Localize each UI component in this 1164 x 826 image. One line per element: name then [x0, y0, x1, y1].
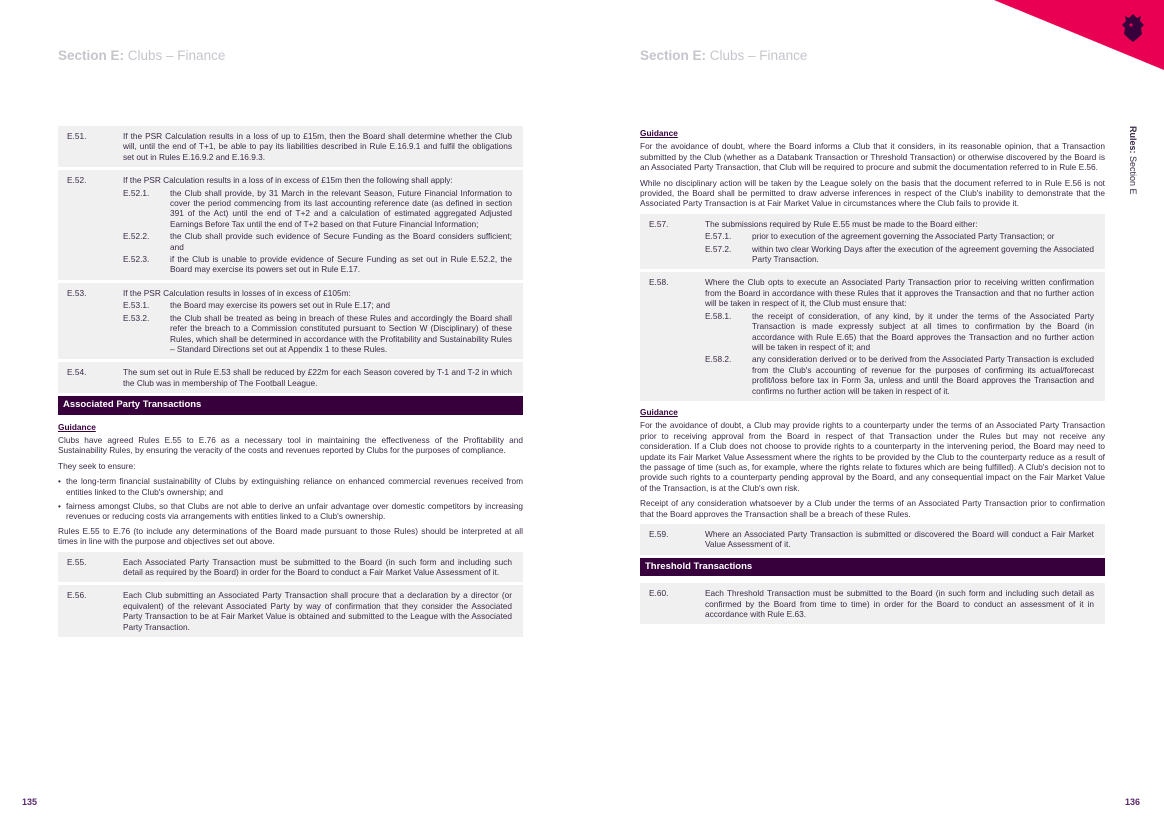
page-number-left: 135 — [22, 797, 38, 807]
rule-text: If the PSR Calculation results in a loss of up to £15m, then the Board shall determine whether the Club will, until the end of T+1, be able to pay its liabilities described in Rule E.16.9.1 and fulfil the obligations set out in Rules E.16.9.2 and E.16.9.3. — [123, 131, 512, 162]
rule-text: The submissions required by Rule E.55 must be made to the Board either: — [705, 218, 978, 229]
rule-number: E.59. — [649, 529, 669, 539]
sub-rule-item — [705, 311, 1094, 353]
guidance-paragraph: Receipt of any consideration whatsoever by a Club under the terms of an Associated Party Transaction prior to confirmation that the Board approves the Transaction shall be a breach of these Rules. — [640, 498, 1105, 519]
rule-text: If the PSR Calculation results in losses of in excess of £105m: — [123, 287, 351, 298]
guidance-paragraph: They seek to ensure: — [58, 460, 136, 471]
rule-item — [649, 529, 1094, 550]
sub-rule-text: prior to execution of the agreement governing the Associated Party Transaction; or — [752, 231, 1055, 242]
bullet-item — [58, 501, 523, 522]
side-tab-rest: Section E — [1128, 156, 1138, 195]
rule-text: The sum set out in Rule E.53 shall be reduced by £22m for each Season covered by T-1 and T-2 in which the Club was in membership of The Football League. — [123, 367, 512, 388]
sub-rule-number: E.57.2. — [705, 243, 732, 254]
sub-rule-text: any consideration derived or to be derived from the Associated Party Transaction is excluded from the Club's accounting of revenue for the purposes of confirming its actual/forecast profit/loss before tax in Form 3a, unless and until the Board approves the Transaction and confirms no further action will be taken in respect of it. — [752, 354, 1094, 396]
rule-number: E.54. — [67, 367, 87, 378]
rule-box — [640, 524, 1105, 555]
guidance-paragraph: For the avoidance of doubt, a Club may provide rights to a counterparty under the terms of an Associated Party Transaction prior to receiving approval from the Board in respect of that Transaction under the Rules but may not receive any consideration. If a Club does not choose to provide rights to a counterparty in the intervening period, the Board may need to update its Fair Market Value Assessment where the rights to be provided by the Club to the counterparty reduce as a result of the passage of time (such as, for example, where the rights relate to fixtures which are being fulfilled). A Club's decision not to provide such rights to a counterparty pending approval by the Board, and any consequential impact on the Fair Market Value of the Transaction, is at the Club's own risk. — [640, 420, 1105, 493]
rule-number: E.55. — [67, 556, 87, 567]
sub-rule-item — [123, 313, 512, 355]
rule-text: If the PSR Calculation results in a loss of in excess of £15m then the following shall apply: — [123, 175, 453, 186]
rule-number: E.58. — [649, 277, 669, 288]
sub-rule-text: the Board may exercise its powers set out in Rule E.17; and — [170, 300, 390, 311]
guidance-heading: Guidance — [640, 406, 678, 417]
rule-box — [640, 583, 1105, 624]
rules-group — [640, 524, 1105, 555]
rule-number: E.60. — [649, 588, 669, 599]
guidance-paragraph: For the avoidance of doubt, where the Board informs a Club that it considers, in its reasonable opinion, that a Transaction submitted by the Club (whether as a Databank Transaction or Threshold Transaction) or otherwise discovered by the Board is an Associated Party Transaction, that Club will be required to procure and submit the documentation referred to in Rule E.56. — [640, 141, 1105, 173]
sub-rule-number: E.52.2. — [123, 231, 150, 242]
rule-body — [123, 131, 512, 162]
rule-item — [67, 131, 512, 162]
section-name: Clubs – Finance — [709, 48, 808, 63]
section-title-bar: Threshold Transactions — [640, 558, 1105, 576]
right-page-content — [640, 126, 1105, 627]
rule-text: Each Associated Party Transaction must be submitted to the Board (in such form and including such detail as required by the Board) in order for the Board to conduct a Fair Market Value Assessment of it. — [123, 556, 512, 577]
sub-rule-item — [705, 354, 1094, 396]
sub-rule-number: E.53.1. — [123, 300, 150, 311]
lion-crest-icon — [1120, 12, 1146, 44]
sub-rule-number: E.58.1. — [705, 310, 732, 321]
sub-rule-number: E.52.1. — [123, 187, 150, 198]
section-title-bar: Associated Party Transactions — [58, 396, 523, 414]
rule-number: E.56. — [67, 590, 87, 601]
rule-item — [67, 590, 512, 632]
guidance-heading: Guidance — [640, 128, 678, 138]
rule-box — [58, 126, 523, 167]
side-tab — [1128, 126, 1138, 195]
rule-item — [67, 557, 512, 578]
rule-box — [640, 272, 1105, 400]
bullet-text: fairness amongst Clubs, so that Clubs are not able to derive an unfair advantage over domestic competitors by increasing revenues or reducing costs via arrangements with entities linked to a Club's ownership. — [66, 500, 523, 522]
rule-item — [67, 288, 512, 354]
rule-number: E.52. — [67, 175, 87, 186]
section-label: Section E: — [58, 48, 125, 63]
rule-body — [705, 277, 1094, 395]
rule-number: E.51. — [67, 131, 87, 141]
guidance-paragraph: Rules E.55 to E.76 (to include any determinations of the Board made pursuant to those Rules) should be interpreted at all times in line with the purpose and objectives set out above. — [58, 525, 523, 547]
rules-group — [640, 214, 1105, 401]
guidance-paragraph: While no disciplinary action will be taken by the League solely on the basis that the document referred to in Rule E.56 is not provided, the Board shall be permitted to draw adverse inferences in respect of the Club's inability to demonstrate that the Associated Party Transaction is at Fair Market Value in circumstances where the Club fails to provide it. — [640, 177, 1105, 209]
page-header-left — [58, 48, 225, 63]
sub-rule-text: within two clear Working Days after the execution of the agreement governing the Associated Party Transaction. — [752, 243, 1094, 265]
page-number-right: 136 — [1125, 797, 1141, 807]
section-label: Section E: — [640, 48, 707, 63]
rule-body — [705, 529, 1094, 550]
rules-group — [58, 552, 523, 637]
rule-body — [123, 288, 512, 354]
rule-box — [58, 552, 523, 583]
sub-rule-number: E.58.2. — [705, 354, 732, 365]
rule-item — [67, 367, 512, 388]
rule-box — [58, 362, 523, 393]
sub-rule-item — [705, 244, 1094, 265]
left-page-content — [58, 126, 523, 640]
rule-box — [640, 214, 1105, 270]
rule-text: Each Club submitting an Associated Party Transaction shall procure that a declaration by a director (or equivalent) of the relevant Associated Party by way of confirmation that they consider the Associated Party Transaction to be at Fair Market Value is obtained and submitted to the League with the Associated Party Transaction. — [123, 590, 512, 632]
section-name: Clubs – Finance — [127, 48, 226, 63]
sub-rule-text: the Club shall be treated as being in breach of these Rules and accordingly the Board shall refer the breach to a Commission constituted pursuant to Section W (Disciplinary) of these Rules, which shall be determined in accordance with the Profitability and Sustainability Rules – Standard Directions set out at Appendix 1 to these Rules. — [170, 312, 512, 354]
rule-item — [649, 588, 1094, 619]
page-header-right — [640, 48, 807, 63]
sub-rule-number: E.53.2. — [123, 312, 150, 323]
rule-box — [58, 283, 523, 359]
rule-item — [649, 219, 1094, 265]
rule-text: Where an Associated Party Transaction is submitted or discovered the Board will conduct a Fair Market Value Assessment of it. — [705, 529, 1094, 550]
rules-group — [58, 126, 523, 393]
sub-rule-text: the Club shall provide, by 31 March in the relevant Season, Future Financial Information to cover the period commencing from its last accounting reference date (as defined in section 391 of the Act) until the end of T+2 and a calculation of estimated aggregated Adjusted Earnings Before Tax until the end of T+2 based on that Future Financial Information; — [170, 187, 512, 229]
rule-text: Where the Club opts to execute an Associated Party Transaction prior to receiving written confirmation from the Board in accordance with these Rules that it approves the Transaction and that no further action will be taken in respect of it, the Club must ensure that: — [705, 277, 1094, 309]
rule-number: E.57. — [649, 218, 669, 229]
rules-group — [640, 583, 1105, 624]
sub-rule-item — [705, 231, 1094, 241]
bullet-marker: • — [58, 476, 61, 487]
rule-text: Each Threshold Transaction must be submitted to the Board (in such form and including such detail as confirmed by the Board from time to time) in order for the Board to conduct an assessment of it in accordance with Rule E.63. — [705, 588, 1094, 620]
rule-body — [123, 175, 512, 275]
bullet-list — [58, 476, 523, 522]
sub-rule-item — [123, 231, 512, 252]
bullet-marker: • — [58, 500, 61, 511]
guidance-paragraph: Clubs have agreed Rules E.55 to E.76 as a necessary tool in maintaining the effectiveness of the Profitability and Sustainability Rules, by ensuring the veracity of the costs and revenues reported by Clubs for the purposes of compliance. — [58, 434, 523, 456]
sub-rule-item — [123, 188, 512, 230]
rule-body — [123, 557, 512, 578]
rule-box — [58, 170, 523, 280]
bullet-item — [58, 476, 523, 497]
sub-rule-text: the Club shall provide such evidence of Secure Funding as the Board considers sufficient; and — [170, 231, 512, 252]
sub-rule-number: E.57.1. — [705, 231, 732, 242]
sub-rule-number: E.52.3. — [123, 254, 150, 265]
rule-body — [705, 219, 1094, 265]
rule-box — [58, 585, 523, 637]
sub-rule-item — [123, 254, 512, 275]
guidance-heading: Guidance — [58, 421, 96, 432]
bullet-text: the long-term financial sustainability of Clubs by extinguishing reliance on enhanced commercial revenues received from entities linked to the Club's ownership; and — [66, 476, 523, 497]
rule-body — [123, 590, 512, 632]
side-tab-bold: Rules: — [1128, 126, 1138, 154]
sub-rule-text: the receipt of consideration, of any kind, by it under the terms of the Associated Party Transaction is made expressly subject at all times to confirmation by the Board (in accordance with Rule E.65) that the Board approves the Transaction and no further action will be taken in respect of it; and — [752, 310, 1094, 352]
rule-number: E.53. — [67, 287, 87, 298]
sub-rule-text: if the Club is unable to provide evidence of Secure Funding as set out in Rule E.52.2, the Board may exercise its powers set out in Rule E.17. — [170, 254, 512, 275]
rule-item — [649, 277, 1094, 395]
rule-item — [67, 175, 512, 275]
rule-body — [705, 588, 1094, 619]
sub-rule-item — [123, 300, 512, 310]
rule-body — [123, 367, 512, 388]
